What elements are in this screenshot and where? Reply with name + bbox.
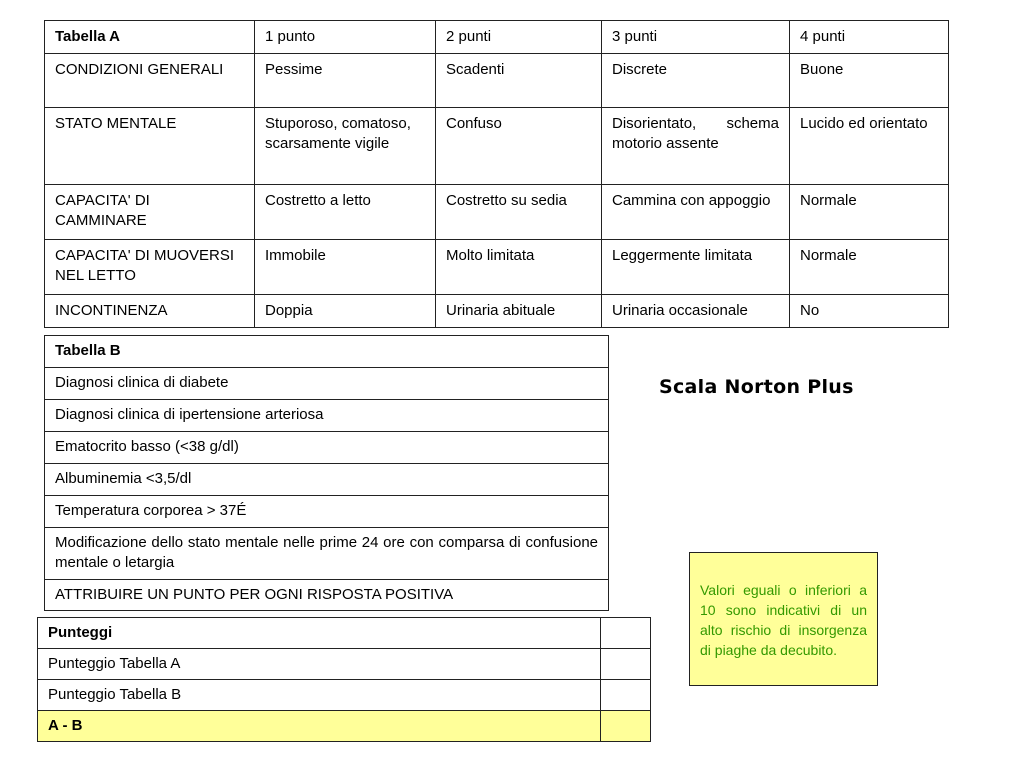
- table-row: [45, 400, 609, 432]
- table-cell: Albuminemia <3,5/dl: [45, 464, 609, 496]
- table-cell: Diagnosi clinica di diabete: [45, 368, 609, 400]
- score-cell: [601, 618, 651, 649]
- table-cell: Pessime: [255, 54, 436, 108]
- table-row: [45, 464, 609, 496]
- table-cell: INCONTINENZA: [45, 295, 255, 328]
- table-row: [45, 432, 609, 464]
- header-cell: Tabella B: [45, 336, 609, 368]
- table-cell: Punteggio Tabella B: [38, 680, 601, 711]
- table-cell: STATO MENTALE: [45, 108, 255, 185]
- table-row: [38, 649, 651, 680]
- table-cell: Buone: [790, 54, 949, 108]
- table-header-row: [45, 21, 949, 54]
- table-row: [45, 108, 949, 185]
- punteggi-table: [37, 617, 651, 742]
- table-row: [45, 295, 949, 328]
- table-cell: ATTRIBUIRE UN PUNTO PER OGNI RISPOSTA POSITIVA: [45, 580, 609, 611]
- note-box: Valori eguali o inferiori a 10 sono indicativi di un alto rischio di insorgenza di piaghe da decubito.: [689, 552, 878, 686]
- table-cell: Scadenti: [436, 54, 602, 108]
- table-row: [45, 528, 609, 580]
- table-cell: Discrete: [602, 54, 790, 108]
- table-row: [45, 54, 949, 108]
- table-cell: Costretto su sedia: [436, 185, 602, 240]
- table-cell: Normale: [790, 185, 949, 240]
- table-cell: CAPACITA' DI MUOVERSI NEL LETTO: [45, 240, 255, 295]
- table-header-row: [45, 336, 609, 368]
- table-cell: Ematocrito basso (<38 g/dl): [45, 432, 609, 464]
- table-row: [38, 711, 651, 742]
- table-row: [38, 680, 651, 711]
- table-cell: Cammina con appoggio: [602, 185, 790, 240]
- table-cell: CAPACITA' DI CAMMINARE: [45, 185, 255, 240]
- table-cell: Molto limitata: [436, 240, 602, 295]
- table-cell: A - B: [38, 711, 601, 742]
- table-cell: Disorientato, schema motorio assente: [602, 108, 790, 185]
- table-cell: Stuporoso, comatoso, scarsamente vigile: [255, 108, 436, 185]
- table-cell: No: [790, 295, 949, 328]
- table-cell: Diagnosi clinica di ipertensione arteriosa: [45, 400, 609, 432]
- score-cell: [601, 680, 651, 711]
- header-cell: Tabella A: [45, 21, 255, 54]
- score-cell: [601, 711, 651, 742]
- table-cell: Normale: [790, 240, 949, 295]
- table-cell: Urinaria occasionale: [602, 295, 790, 328]
- tabella-a: [44, 20, 949, 328]
- score-cell: [601, 649, 651, 680]
- header-cell: 4 punti: [790, 21, 949, 54]
- table-cell: Modificazione dello stato mentale nelle prime 24 ore con comparsa di confusione mentale o letargia: [45, 528, 609, 580]
- table-cell: Urinaria abituale: [436, 295, 602, 328]
- table-cell: Temperatura corporea > 37É: [45, 496, 609, 528]
- table-cell: Doppia: [255, 295, 436, 328]
- header-cell: 3 punti: [602, 21, 790, 54]
- table-cell: Costretto a letto: [255, 185, 436, 240]
- header-cell: 1 punto: [255, 21, 436, 54]
- table-cell: Lucido ed orientato: [790, 108, 949, 185]
- tabella-b: [44, 335, 609, 611]
- table-row: [45, 580, 609, 611]
- table-row: [45, 368, 609, 400]
- table-header-row: [38, 618, 651, 649]
- table-row: [45, 496, 609, 528]
- table-row: [45, 185, 949, 240]
- page-title: Scala Norton Plus: [659, 376, 854, 398]
- header-cell: 2 punti: [436, 21, 602, 54]
- header-cell: Punteggi: [38, 618, 601, 649]
- table-cell: Leggermente limitata: [602, 240, 790, 295]
- table-cell: Immobile: [255, 240, 436, 295]
- table-cell: Punteggio Tabella A: [38, 649, 601, 680]
- table-row: [45, 240, 949, 295]
- table-cell: CONDIZIONI GENERALI: [45, 54, 255, 108]
- table-cell: Confuso: [436, 108, 602, 185]
